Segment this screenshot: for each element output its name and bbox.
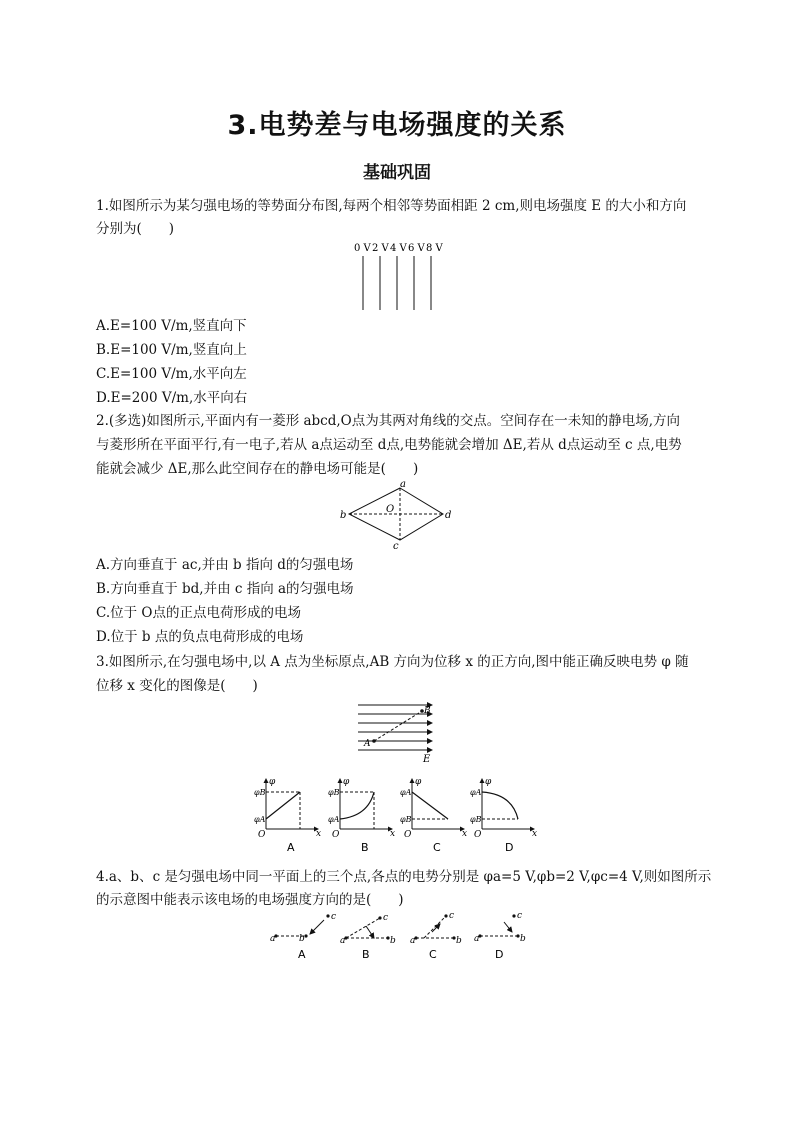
svg-text:φA: φA <box>400 788 412 797</box>
q2-stem-line2: 与菱形所在平面平行,有一电子,若从 a点运动至 d点,电势能就会增加 ΔE,若从 d点运动至 c 点,电势 <box>96 437 682 453</box>
label-d: d <box>445 510 452 521</box>
label-a: A <box>364 739 371 749</box>
graph-b-label: B <box>361 841 369 854</box>
svg-text:b: b <box>520 934 526 944</box>
q1-option-b: B.E=100 V/m,竖直向上 <box>96 342 247 358</box>
q2-rhombus-figure <box>336 478 460 550</box>
svg-text:φ: φ <box>343 777 350 787</box>
q3-graphs <box>252 774 552 854</box>
q4-figure-c <box>410 911 462 961</box>
svg-text:φA: φA <box>254 815 266 824</box>
q1-option-c: C.E=100 V/m,水平向左 <box>96 366 247 382</box>
q4-figure-a <box>270 912 336 961</box>
q1-equipotential-figure <box>345 238 455 314</box>
graph-a-label: A <box>287 841 295 854</box>
q1-label-0v: 0 V <box>354 243 371 254</box>
svg-text:x: x <box>532 829 538 839</box>
graph-c-label: C <box>433 841 441 854</box>
q1-label-6v: 6 V <box>408 243 425 254</box>
q3-stem-line1: 3.如图所示,在匀强电场中,以 A 点为坐标原点,AB 方向为位移 x 的正方向,图中能正确反映电势 φ 随 <box>96 654 689 670</box>
q3-field-figure <box>350 700 442 764</box>
svg-text:A: A <box>298 948 306 961</box>
page-title: 3.电势差与电场强度的关系 <box>227 110 567 141</box>
graph-a <box>254 777 321 854</box>
q1-label-8v: 8 V <box>426 243 443 254</box>
svg-text:B: B <box>362 948 370 961</box>
svg-text:c: c <box>449 911 455 921</box>
q1-option-d: D.E=200 V/m,水平向右 <box>96 390 248 406</box>
q1-label-4v: 4 V <box>390 243 407 254</box>
section-heading: 基础巩固 <box>363 163 431 183</box>
svg-text:φB: φB <box>400 815 412 824</box>
q2-option-d: D.位于 b 点的负点电荷形成的电场 <box>96 629 304 645</box>
svg-text:φB: φB <box>470 815 482 824</box>
svg-text:O: O <box>404 830 412 840</box>
svg-text:x: x <box>390 829 396 839</box>
q1-stem-line2: 分别为( ) <box>96 221 175 237</box>
q1-stem-line1: 1.如图所示为某匀强电场的等势面分布图,每两个相邻等势面相距 2 cm,则电场强度 E 的大小和方向 <box>96 198 687 214</box>
q3-stem-line2: 位移 x 变化的图像是( ) <box>96 678 258 694</box>
label-b: B <box>424 706 431 716</box>
svg-text:c: c <box>383 913 389 923</box>
svg-text:a: a <box>340 936 346 946</box>
svg-text:c: c <box>517 911 523 921</box>
label-b: b <box>340 510 347 521</box>
svg-text:a: a <box>474 934 480 944</box>
label-a: a <box>400 479 406 490</box>
q2-stem-line3: 能就会减少 ΔE,那么此空间存在的静电场可能是( ) <box>96 461 419 477</box>
q2-stem-line1: 2.(多选)如图所示,平面内有一菱形 abcd,O点为其两对角线的交点。空间存在一未知的静电场,方向 <box>96 413 681 429</box>
segment-ab <box>374 711 422 741</box>
svg-text:x: x <box>316 829 322 839</box>
q4-stem-line2: 的示意图中能表示该电场的电场强度方向的是( ) <box>96 892 404 908</box>
svg-text:a: a <box>270 934 276 944</box>
svg-text:c: c <box>331 912 337 922</box>
svg-text:φB: φB <box>254 788 266 797</box>
q1-label-2v: 2 V <box>372 243 389 254</box>
svg-text:O: O <box>332 830 340 840</box>
q2-option-a: A.方向垂直于 ac,并由 b 指向 d的匀强电场 <box>96 557 354 573</box>
q4-figure-d <box>474 911 526 961</box>
svg-text:b: b <box>456 936 462 946</box>
graph-d <box>470 777 537 854</box>
svg-text:b: b <box>299 934 305 944</box>
svg-text:φ: φ <box>269 777 276 787</box>
q2-option-b: B.方向垂直于 bd,并由 c 指向 a的匀强电场 <box>96 581 354 597</box>
graph-b <box>328 777 395 854</box>
svg-text:a: a <box>410 936 416 946</box>
label-c: c <box>393 541 399 550</box>
graph-d-label: D <box>505 841 514 854</box>
point-a <box>372 739 376 743</box>
svg-text:φ: φ <box>415 777 422 787</box>
svg-text:O: O <box>258 830 266 840</box>
q4-figures <box>264 906 534 962</box>
svg-text:φA: φA <box>328 815 340 824</box>
q4-figure-b <box>340 913 396 961</box>
q4-stem-line1: 4.a、b、c 是匀强电场中同一平面上的三个点,各点的电势分别是 φa=5 V,φb=2 V,φc=4 V,则如图所示 <box>96 869 712 885</box>
svg-text:O: O <box>474 830 482 840</box>
svg-text:C: C <box>429 948 437 961</box>
svg-text:φA: φA <box>470 788 482 797</box>
svg-text:φ: φ <box>485 777 492 787</box>
q2-option-c: C.位于 O点的正点电荷形成的电场 <box>96 605 301 621</box>
graph-c <box>400 777 467 854</box>
label-e: E <box>423 754 431 764</box>
svg-text:b: b <box>390 936 396 946</box>
svg-text:D: D <box>495 948 504 961</box>
svg-text:x: x <box>462 829 468 839</box>
q1-option-a: A.E=100 V/m,竖直向下 <box>96 318 247 334</box>
label-o: O <box>386 504 395 515</box>
svg-text:φB: φB <box>328 788 340 797</box>
